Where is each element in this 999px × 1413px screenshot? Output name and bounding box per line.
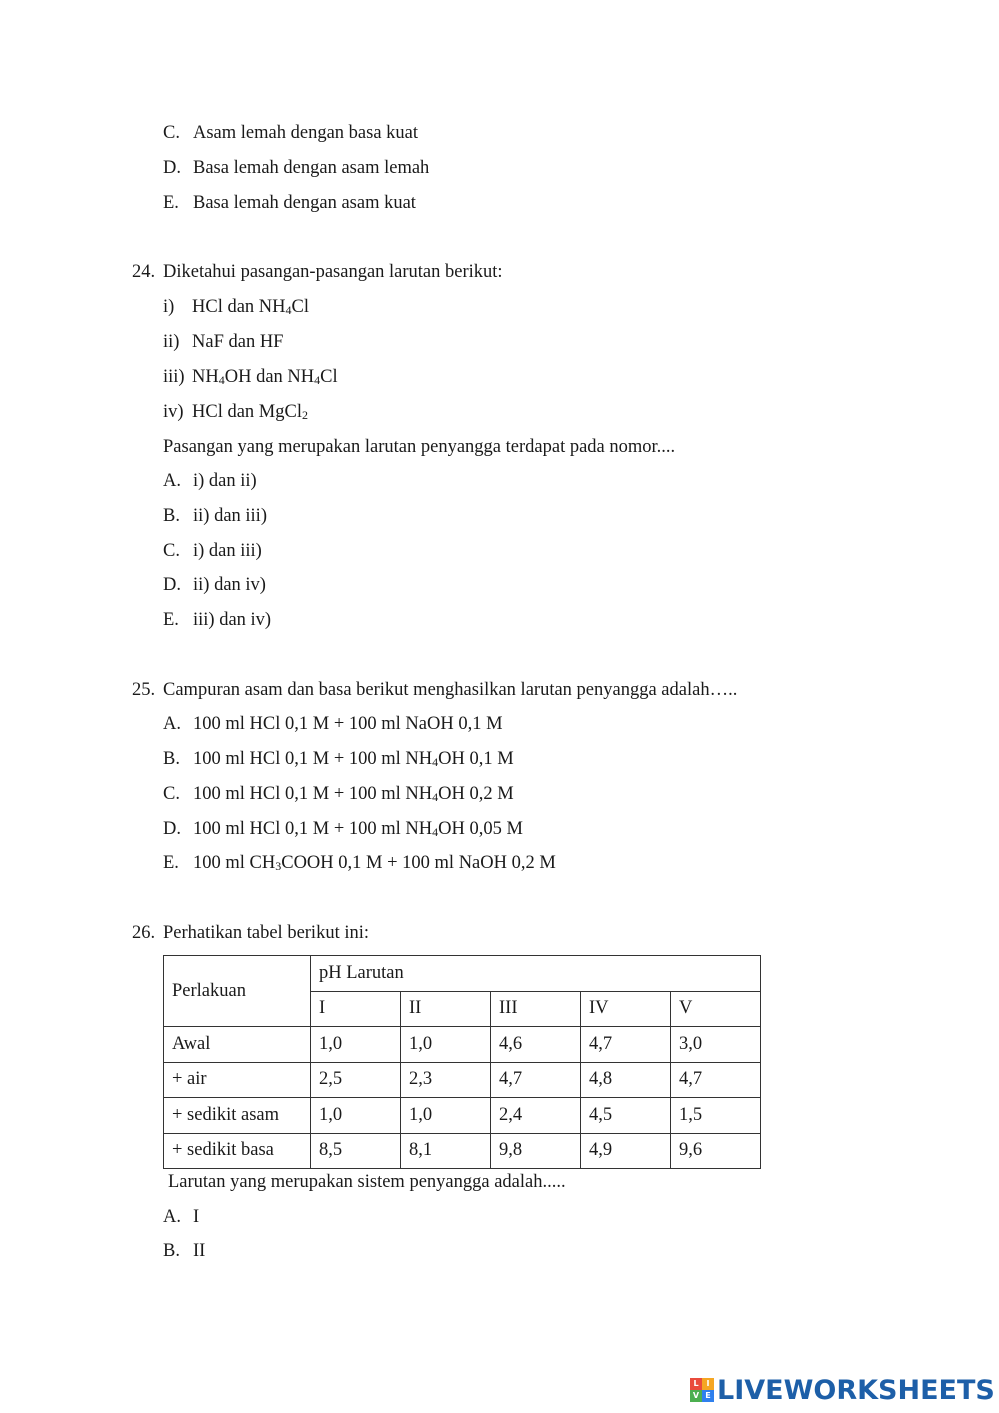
q24-option-b[interactable]: B. ii) dan iii) [163,506,267,526]
table-cell: 1,5 [671,1098,761,1134]
q24-pair-ii: ii) NaF dan HF [163,332,284,352]
table-cell: 1,0 [401,1027,491,1063]
q26-option-b[interactable]: B. II [163,1241,206,1261]
table-header-ph: pH Larutan [311,956,761,992]
table-row [164,1027,761,1063]
q24-pair-iii: iii) $NH_4OH$ dan $NH_4Cl$ [163,367,338,387]
table-header-perlakuan: Perlakuan [164,956,311,1027]
q24-stem: 24. Diketahui pasangan-pasangan larutan berikut: [132,262,503,282]
q24-option-e[interactable]: E. iii) dan iv) [163,610,272,630]
table-cell: 4,7 [671,1062,761,1098]
table-row-label: + sedikit asam [164,1098,311,1134]
q25-option-c[interactable]: C. 100 ml HCl 0,1 M + 100 ml $NH_4OH$ 0,2 M [163,784,514,804]
liveworksheets-logo[interactable] [690,1375,995,1405]
q23-option-c: C. Asam lemah dengan basa kuat [163,123,419,143]
q25-stem: 25. Campuran asam dan basa berikut menghasilkan larutan penyangga adalah….. [132,680,738,700]
table-row-label: Awal [164,1027,311,1063]
table-cell: 8,1 [401,1133,491,1169]
table-cell: 4,9 [581,1133,671,1169]
table-row [164,1098,761,1134]
table-cell: 1,0 [311,1098,401,1134]
logo-mark-tile: I [702,1378,714,1390]
q24-question: Pasangan yang merupakan larutan penyangga terdapat pada nomor.... [163,437,676,457]
q26-stem: 26. Perhatikan tabel berikut ini: [132,923,370,943]
table-row-label: + air [164,1062,311,1098]
q24-pair-iv: iv) HCl dan MgCl$_2$ [163,402,308,422]
q25-option-b[interactable]: B. 100 ml HCl 0,1 M + 100 ml $NH_4OH$ 0,1 M [163,749,514,769]
logo-mark-tile: L [690,1378,702,1390]
table-row [164,1062,761,1098]
table-cell: 9,6 [671,1133,761,1169]
table-cell: 2,5 [311,1062,401,1098]
table-subheader: III [491,991,581,1027]
liveworksheets-logo-text: LIVEWORKSHEETS [717,1374,995,1406]
table-subheader: II [401,991,491,1027]
table-cell: 4,6 [491,1027,581,1063]
q25-option-a[interactable]: A. 100 ml HCl 0,1 M + 100 ml NaOH 0,1 M [163,714,503,734]
table-cell: 1,0 [311,1027,401,1063]
logo-mark-tile: E [702,1390,714,1402]
table-cell: 2,3 [401,1062,491,1098]
q24-option-d[interactable]: D. ii) dan iv) [163,575,266,595]
logo-mark-tile: V [690,1390,702,1402]
table-cell: 4,7 [581,1027,671,1063]
q24-pair-i: i) HCl dan $NH_4Cl$ [163,297,310,317]
table-header-row [164,956,761,992]
table-subheader: V [671,991,761,1027]
q26-option-a[interactable]: A. I [163,1207,200,1227]
q25-option-e[interactable]: E. 100 ml $CH_3COOH$ 0,1 M + 100 ml NaOH 0,2 M [163,853,556,873]
table-cell: 1,0 [401,1098,491,1134]
table-cell: 9,8 [491,1133,581,1169]
table-cell: 4,8 [581,1062,671,1098]
table-row [164,1133,761,1169]
q26-question: Larutan yang merupakan sistem penyangga adalah..... [168,1172,566,1192]
table-row-label: + sedikit basa [164,1133,311,1169]
q24-option-c[interactable]: C. i) dan iii) [163,541,262,561]
q23-option-d: D. Basa lemah dengan asam lemah [163,158,430,178]
table-subheader: I [311,991,401,1027]
table-cell: 3,0 [671,1027,761,1063]
table-cell: 2,4 [491,1098,581,1134]
q25-option-d[interactable]: D. 100 ml HCl 0,1 M + 100 ml $NH_4OH$ 0,05 M [163,819,523,839]
liveworksheets-logo-icon [690,1378,714,1402]
table-cell: 8,5 [311,1133,401,1169]
ph-table [163,955,761,1169]
q24-option-a[interactable]: A. i) dan ii) [163,471,257,491]
table-subheader: IV [581,991,671,1027]
q23-option-e: E. Basa lemah dengan asam kuat [163,193,416,213]
table-cell: 4,7 [491,1062,581,1098]
table-cell: 4,5 [581,1098,671,1134]
